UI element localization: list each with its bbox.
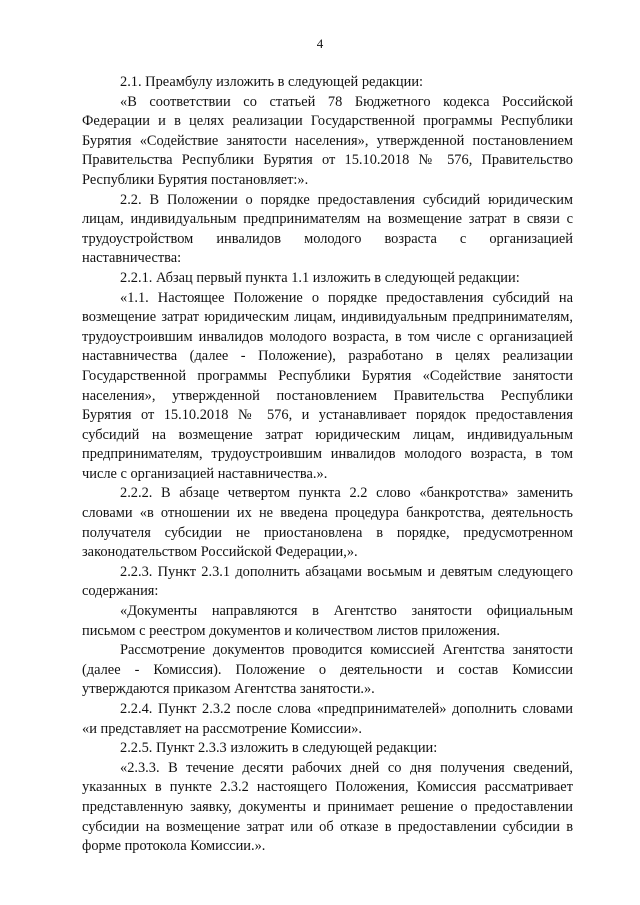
paragraph-2-2-4: 2.2.4. Пункт 2.3.2 после слова «предпринимателей» дополнить словами «и представляет на рассмотрение Комиссии». bbox=[82, 701, 573, 737]
paragraph-documents-text: «Документы направляются в Агентство занятости официальным письмом с реестром документов и количеством листов приложения. bbox=[82, 603, 573, 639]
paragraph-2-2-2: 2.2.2. В абзаце четвертом пункта 2.2 слово «банкротства» заменить словами «в отношении их не введена процедура банкротства, деятельность получателя субсидии не приостановлена в порядке, предусмотренном законодательством Российской Федерации,». bbox=[82, 485, 573, 561]
page-number: 4 bbox=[316, 36, 324, 51]
paragraph-2-2-1: 2.2.1. Абзац первый пункта 1.1 изложить в следующей редакции: bbox=[120, 269, 520, 286]
paragraph-2-2: 2.2. В Положении о порядке предоставления субсидий юридическим лицам, индивидуальным предпринимателям на возмещение затрат в связи с трудоустройством инвалидов молодого возраста с организацией наставничества: bbox=[82, 191, 573, 267]
paragraph-2-1: 2.1. Преамбулу изложить в следующей редакции: bbox=[120, 74, 424, 90]
paragraph-1-1-text: «1.1. Настоящее Положение о порядке предоставления субсидий на возмещение затрат юридическим лицам, индивидуальным предпринимателям, трудоустроившим инвалидов молодого возраста, в том числе с организацией наставничества (далее - Положение), разработано в целях реализации Государственной программы Республики Бурятия «Содействие занятости населения», утвержденной постановлением Правительства Республики Бурятия от 15.10.2018 № 576, и устанавливает порядок предоставления субсидий на возмещение затрат юридическим лицам, индивидуальным предпринимателям, трудоустроившим инвалидов молодого возраста, в том числе с организацией наставничества.». bbox=[82, 289, 573, 482]
document-body bbox=[82, 73, 573, 857]
paragraph-commission-text: Рассмотрение документов проводится комиссией Агентства занятости (далее - Комиссия). Положение о деятельности и состав Комиссии утверждаются приказом Агентства занятости.». bbox=[82, 642, 573, 698]
paragraph-2-3-3-text: «2.3.3. В течение десяти рабочих дней со дня получения сведений, указанных в пункте 2.3.2 настоящего Положения, Комиссия рассматривает представленную заявку, документы и принимает решение о предоставлении субсидии на возмещение затрат или об отказе в предоставлении субсидии в форме протокола Комиссии.». bbox=[82, 759, 573, 855]
paragraph-preamble-text: «В соответствии со статьей 78 Бюджетного кодекса Российской Федерации и в целях реализации Государственной программы Республики Бурятия «Содействие занятости населения», утвержденной постановлением Правительства Республики Бурятия от 15.10.2018 № 576, Правительство Республики Бурятия постановляет:». bbox=[82, 93, 573, 188]
paragraph-2-2-3: 2.2.3. Пункт 2.3.1 дополнить абзацами восьмым и девятым следующего содержания: bbox=[82, 563, 573, 600]
paragraph-2-2-5: 2.2.5. Пункт 2.3.3 изложить в следующей редакции: bbox=[120, 740, 438, 757]
